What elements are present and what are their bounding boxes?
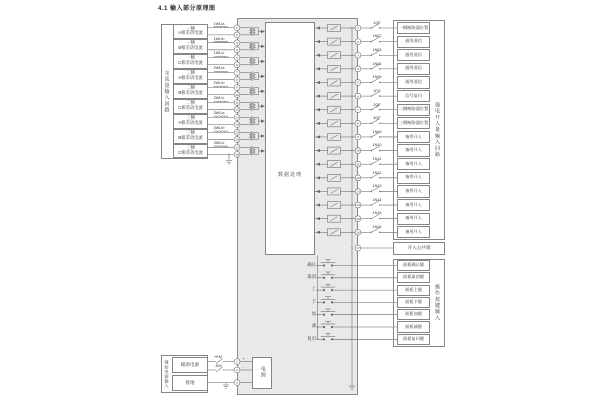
panel-key-box: 面板复归键: [397, 334, 430, 345]
ac-channel-phase: A相差动电流: [178, 75, 203, 81]
ct-label: 2WLIb: [213, 81, 225, 86]
binary-input-box: 备用开入: [397, 226, 430, 238]
earth-box: [172, 375, 208, 391]
panel-keys-group-label: 操作按键输入: [434, 283, 440, 322]
ct-label: 1WLIa: [213, 21, 225, 26]
page-title: 4.1 输入部分原理图: [158, 6, 216, 12]
terminal-number: 9: [357, 135, 359, 140]
power-supply-box: [252, 357, 272, 389]
ac-channel-side: 三侧: [186, 115, 195, 121]
panel-key-box: 面板取消键: [397, 272, 430, 283]
binary-input-box: 通用遥信: [397, 76, 430, 88]
terminal-number: 11: [235, 100, 239, 105]
ac-channel-phase: B相差动电流: [178, 45, 203, 51]
ct-label: 2WLIa: [213, 66, 225, 71]
aux-power-box: [172, 357, 208, 373]
binary-input-box: 备用开入: [397, 185, 430, 197]
ct-label: 2WLIc: [213, 96, 225, 101]
plus-mark: +: [242, 355, 245, 361]
binary-wire-label: 1N09: [372, 129, 382, 134]
terminal-number: 14: [356, 203, 360, 208]
terminal-number: 5: [236, 55, 238, 60]
ac-channel-side: 一侧: [186, 25, 195, 31]
panel-key-box: 面板减键: [397, 321, 430, 332]
binary-input-box: 通用遥信: [397, 49, 430, 61]
binary-input-box: 备用开入: [397, 158, 430, 170]
terminal-number: 5: [357, 80, 359, 85]
terminal-number: 4: [357, 67, 359, 72]
ac-channel-side: 一侧: [186, 40, 195, 46]
panel-key-label: 取消: [307, 274, 316, 280]
panel-key-box: 面板加键: [397, 309, 430, 320]
ac-channel-phase: B相差动电流: [178, 135, 203, 141]
terminal-number: 8: [236, 77, 238, 82]
terminal-number: 8: [357, 121, 359, 126]
terminal-number: 13: [235, 115, 239, 120]
ct-label: 1WLIb: [213, 36, 225, 41]
processor-label: 数据处理: [277, 172, 302, 178]
binary-wire-label: 1N10: [372, 143, 382, 148]
terminal-number: 1: [236, 359, 238, 364]
binary-wire-label: 1N05: [372, 75, 382, 80]
terminal-number: 7: [236, 70, 238, 75]
binary-input-box: 备用开入: [397, 213, 430, 225]
common-terminal-label: 开入公共端: [407, 245, 431, 251]
ac-input-group-label-col: [161, 24, 173, 159]
ac-channel-box: [173, 39, 208, 54]
binary-input-box: 二侧断路器位置: [397, 104, 430, 116]
ac-channel-box: [173, 24, 208, 39]
terminal-number: 17: [235, 145, 239, 150]
binary-wire-label: 1QF: [373, 20, 381, 25]
ac-channel-box: [173, 114, 208, 129]
binary-wire-label: 1N16: [372, 225, 382, 230]
common-terminal-box: [393, 242, 445, 255]
binary-wire-label: 1N11: [372, 157, 382, 161]
ac-channel-side: 二侧: [186, 70, 195, 76]
earth-label: 接地: [185, 380, 195, 386]
minus-mark: -: [242, 364, 244, 370]
terminal-number: 10: [235, 92, 239, 97]
binary-wire-label: 3QF: [373, 116, 381, 121]
ac-channel-phase: C相差动电流: [178, 60, 203, 66]
ac-channel-side: 三侧: [186, 130, 195, 136]
ac-channel-side: 三侧: [186, 145, 195, 151]
terminal-number: 17: [356, 246, 360, 251]
ct-label: 3WLIb: [213, 126, 225, 131]
binary-input-box: 通用遥信: [397, 63, 430, 75]
ac-input-group-label: 交流量输入回路: [163, 69, 170, 114]
terminal-number: 1: [236, 25, 238, 30]
terminal-number: 16: [235, 137, 239, 142]
terminal-number: 1: [357, 26, 359, 31]
power-wire-label: -KM: [214, 363, 222, 368]
terminal-number: 7: [357, 107, 359, 112]
binary-input-box: 信号复归: [397, 90, 430, 102]
terminal-number: 2: [236, 368, 238, 373]
ac-channel-phase: A相差动电流: [178, 120, 203, 126]
ac-channel-side: 二侧: [186, 85, 195, 91]
binary-wire-label: 1N12: [372, 170, 382, 175]
panel-key-label: 上: [311, 286, 316, 292]
terminal-number: 6: [357, 94, 359, 99]
ct-label: 3WLIc: [213, 141, 225, 146]
ac-channel-phase: B相差动电流: [178, 90, 203, 96]
terminal-number: 2: [357, 39, 359, 44]
power-supply-label: 电源: [259, 366, 266, 379]
ac-channel-phase: A相差动电流: [178, 30, 203, 36]
terminal-number: 3: [357, 53, 359, 58]
power-group-label-col: [161, 355, 172, 393]
terminal-number: 4: [236, 47, 238, 52]
terminal-number: 11: [356, 162, 360, 167]
panel-key-label: 确认: [307, 261, 316, 267]
binary-wire-label: 1N15: [372, 211, 382, 216]
ac-channel-box: [173, 144, 208, 159]
ac-channel-phase: C相差动电流: [178, 105, 203, 111]
ac-channel-side: 一侧: [186, 55, 195, 61]
panel-keys-group-label-col: [431, 259, 444, 347]
binary-input-box: 三侧断路器位置: [397, 117, 430, 129]
binary-wire-label: 1N04: [372, 61, 382, 66]
binary-input-box: 备用开入: [397, 199, 430, 211]
terminal-number: 16: [356, 230, 360, 235]
terminal-number: 14: [235, 122, 239, 127]
binary-input-box: 一侧断路器位置: [397, 22, 430, 34]
terminal-number: 15: [356, 216, 360, 221]
panel-key-label: 减: [311, 323, 316, 329]
processor-box: [265, 22, 315, 255]
terminal-number: 3: [236, 40, 238, 45]
terminal-number: 12: [356, 175, 360, 180]
binary-input-box: 备用开入: [397, 131, 430, 143]
ac-channel-box: [173, 99, 208, 114]
binary-input-box: 通用遥信: [397, 36, 430, 48]
panel-key-label: 下: [311, 298, 316, 304]
power-wire-label: +KM: [214, 355, 222, 359]
ac-channel-side: 二侧: [186, 100, 195, 106]
panel-key-label: 复归: [307, 335, 316, 341]
power-group-label: 辅助电源输入: [164, 359, 170, 389]
terminal-number: 6: [236, 62, 238, 67]
binary-input-group-label: 强电开入量输入回路: [434, 102, 440, 158]
terminal-number: 13: [356, 189, 360, 194]
panel-key-box: 面板下键: [397, 297, 430, 308]
binary-input-box: 备用开入: [397, 144, 430, 156]
panel-key-box: 面板上键: [397, 285, 430, 296]
ct-label: 1WLIc: [213, 51, 225, 56]
panel-key-box: 面板确认键: [397, 260, 430, 271]
binary-input-box: 备用开入: [397, 172, 430, 184]
ac-channel-box: [173, 54, 208, 69]
terminal-number: 10: [356, 148, 360, 153]
terminal-number: 18: [235, 152, 239, 157]
terminal-number: 12: [235, 107, 239, 112]
binary-wire-label: 1N13: [372, 184, 382, 189]
binary-wire-label: 1N02: [372, 34, 382, 39]
aux-power-label: 辅助电源: [180, 362, 200, 368]
terminal-number: 3: [236, 380, 238, 385]
ac-channel-box: [173, 69, 208, 84]
panel-key-label: 加: [311, 311, 316, 316]
binary-wire-label: 1N03: [372, 48, 382, 53]
binary-wire-label: 2QF: [373, 102, 381, 107]
terminal-number: 9: [236, 85, 238, 90]
ct-label: 3WLIa: [213, 111, 225, 116]
binary-input-group-label-col: [431, 20, 444, 240]
binary-wire-label: 1FG: [373, 88, 381, 93]
ac-channel-phase: C相差动电流: [178, 149, 203, 155]
ac-channel-box: [173, 129, 208, 144]
terminal-number: 2: [236, 33, 238, 38]
terminal-number: 15: [235, 130, 239, 135]
binary-wire-label: 1N14: [372, 197, 382, 202]
ac-channel-box: [173, 84, 208, 99]
